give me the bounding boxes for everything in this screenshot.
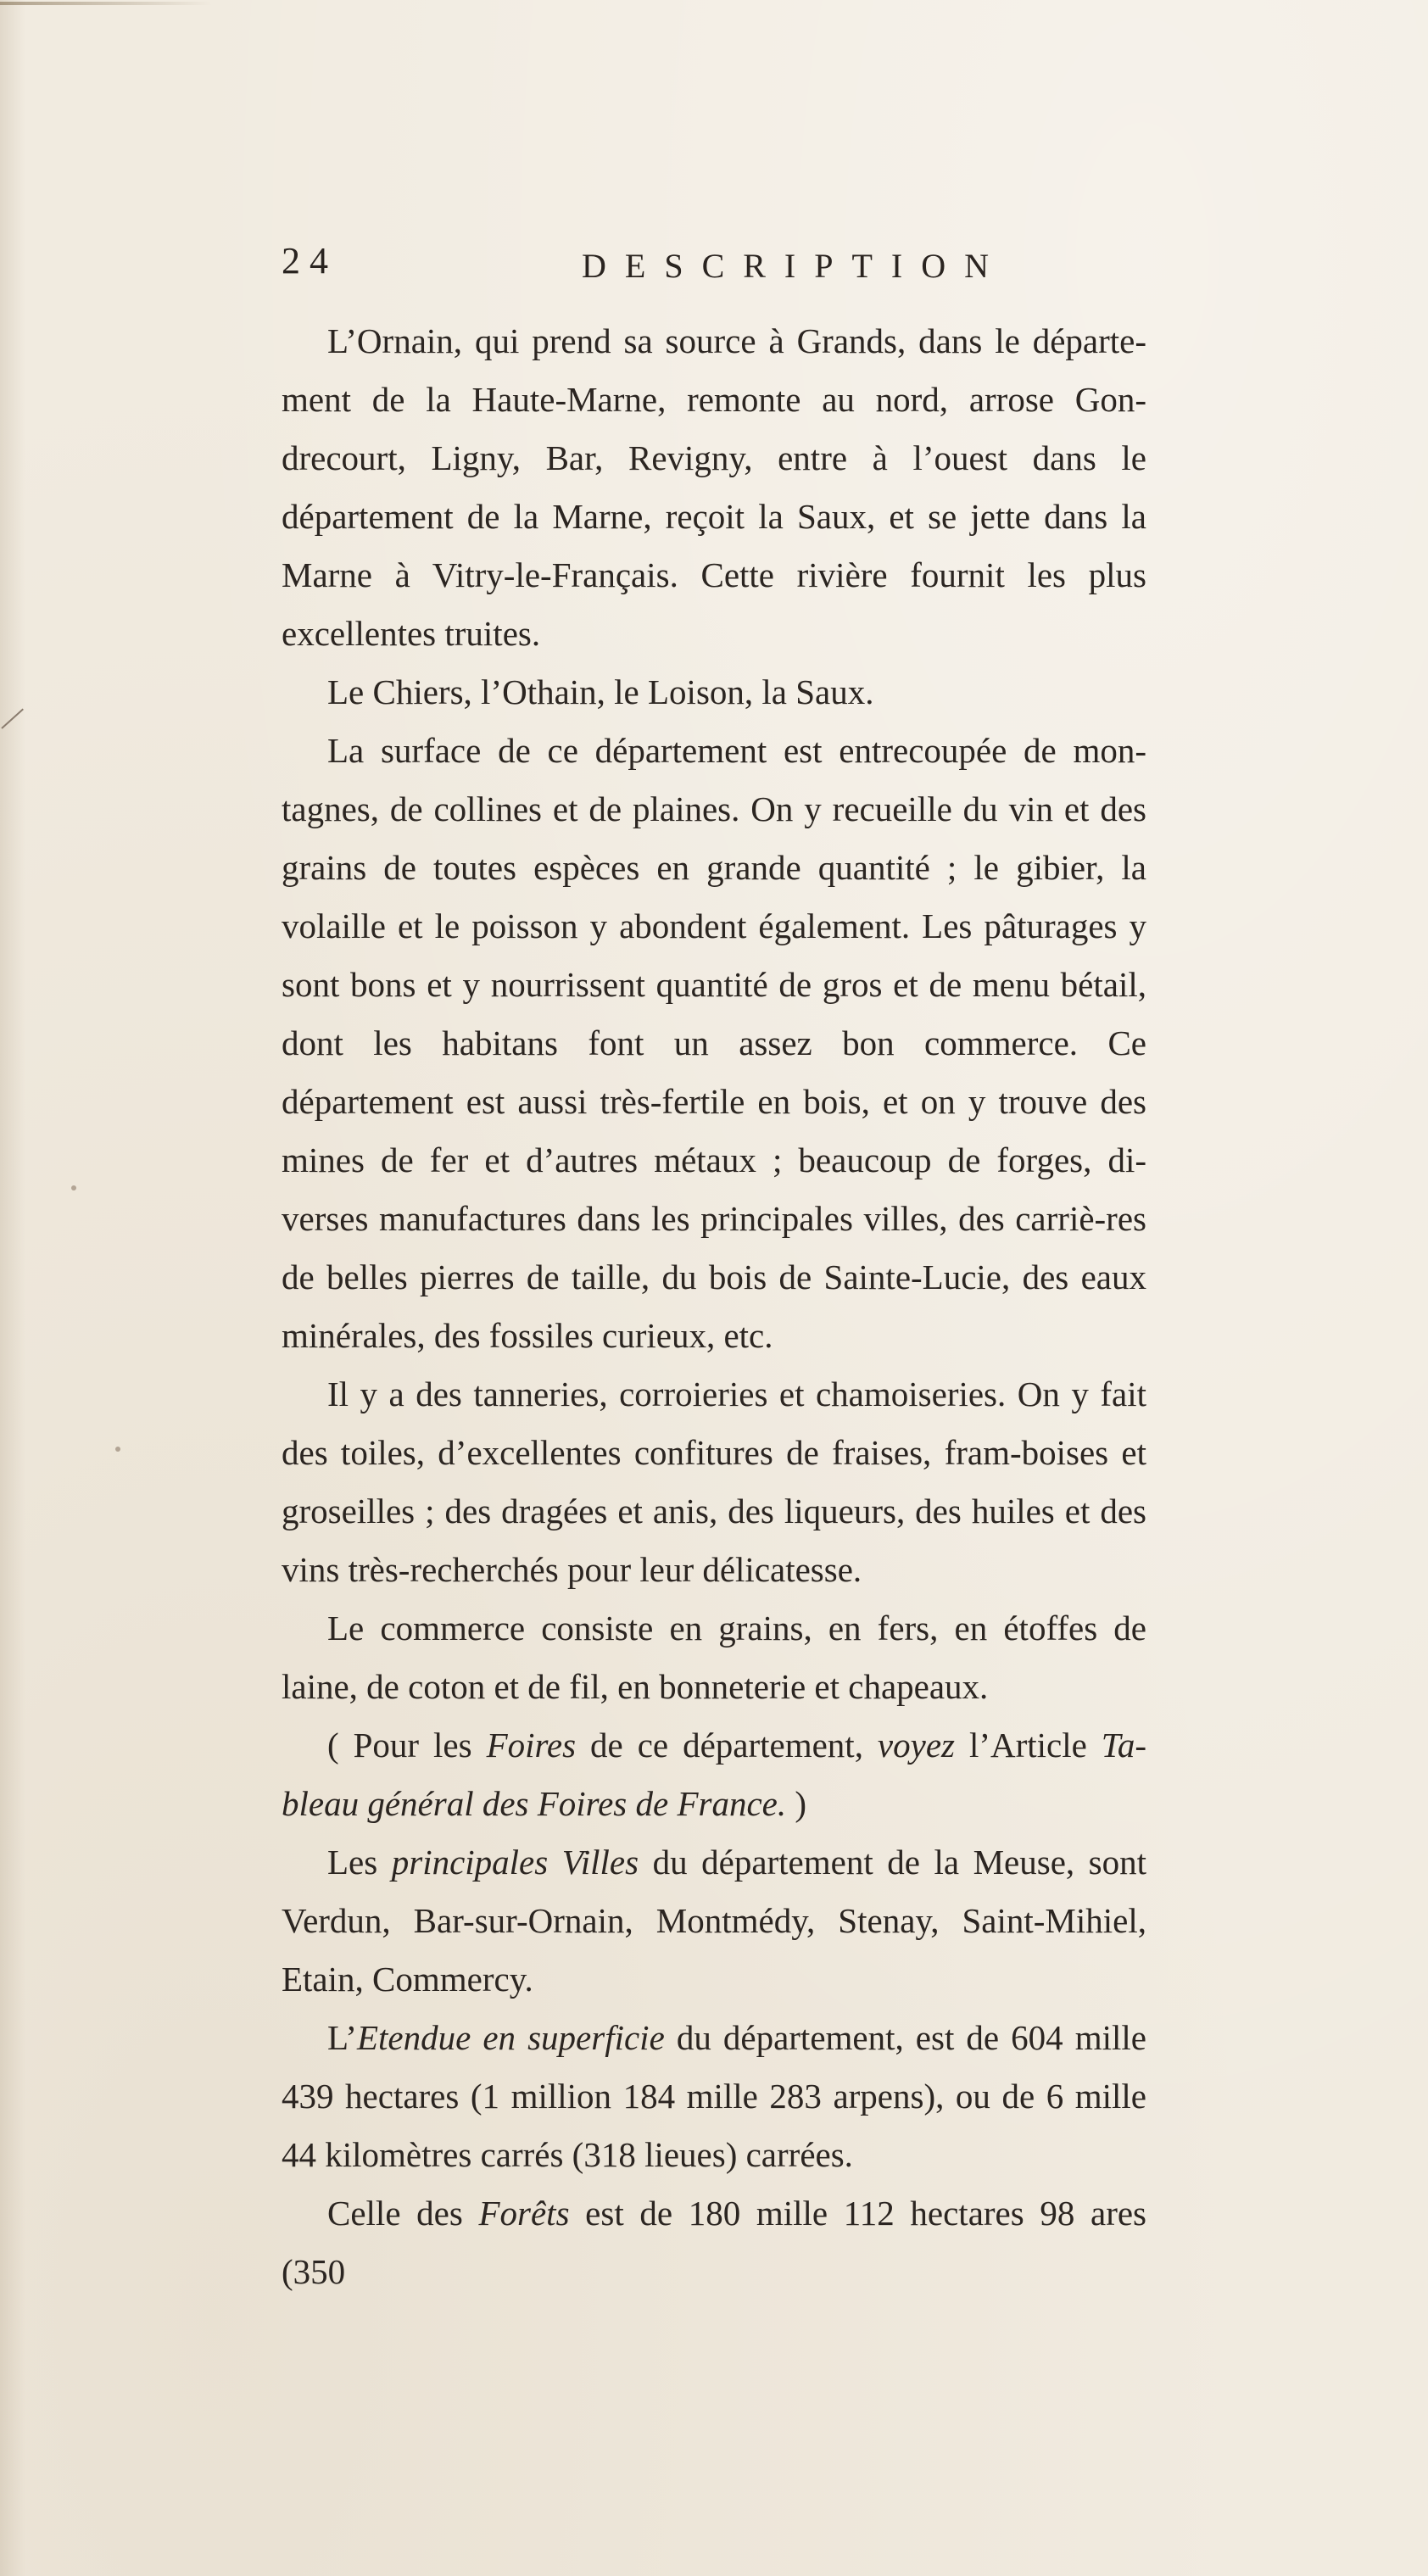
- page-edge-mark: [0, 2, 212, 5]
- foires-italic-foires: Foires: [486, 1726, 577, 1765]
- running-head: DESCRIPTION: [582, 247, 1008, 285]
- gutter-shadow: [0, 0, 25, 2576]
- page-header: [282, 239, 1146, 298]
- body-text: [282, 312, 1146, 2301]
- villes-italic: principales Villes: [391, 1843, 639, 1882]
- paragraph-rivers: Le Chiers, l’Othain, le Loison, la Saux.: [327, 672, 874, 711]
- paragraph-surface: La surface de ce département est entrecoupée de mon-tagnes, de collines et de plaines. On y recueille du vin et des grains de toutes espèces en grande quantité ; le gibier, la volaille et le poisson y abondent également. Les pâturages y sont bons et y nourrissent quantité de gros et de menu bétail, dont les habitans font un assez bon commerce. Ce département est aussi très-fertile en bois, et on y trouve des mines de fer et d’autres métaux ; beaucoup de forges, di-verses manufactures dans les principales villes, des carriè-res de belles pierres de taille, du bois de Sainte-Lucie, des eaux minérales, des fossiles curieux, etc.: [282, 731, 1146, 1355]
- etendue-text-a: L’: [327, 2018, 357, 2057]
- foires-text-e: l’Article: [954, 1726, 1102, 1765]
- paragraph-foires: [282, 1716, 1146, 1833]
- foires-text-a: ( Pour les: [327, 1726, 487, 1765]
- forets-italic: Forêts: [478, 2194, 570, 2233]
- paragraph-villes: [282, 1833, 1146, 2009]
- foires-text-g: ): [786, 1784, 807, 1823]
- margin-dot: [115, 1447, 120, 1452]
- forets-text-a: Celle des: [327, 2194, 479, 2233]
- paragraph-ornain: L’Ornain, qui prend sa source à Grands, dans le départe-ment de la Haute-Marne, remonte au nord, arrose Gon-drecourt, Ligny, Bar, Revigny, entre à l’ouest dans le département de la Marne, reçoit la Saux, et se jette dans la Marne à Vitry-le-Français. Cette rivière fournit les plus excellentes truites.: [282, 321, 1146, 653]
- etendue-text-c: du département, est de 604 mille 439 hectares (1 million 184 mille 283 arpens), ou de 6 mille 44 kilomètres carrés (318 lieues) carrées.: [282, 2018, 1146, 2174]
- margin-dot: [71, 1185, 76, 1190]
- paragraph-etendue: [282, 2009, 1146, 2184]
- paragraph-industries: Il y a des tanneries, corroieries et chamoiseries. On y fait des toiles, d’excellentes confitures de fraises, fram-boises et groseilles ; des dragées et anis, des liqueurs, des huiles et des vins très-recherchés pour leur délicatesse.: [282, 1374, 1146, 1589]
- page-number: 2 4: [282, 240, 328, 282]
- foires-italic-voyez: voyez: [877, 1726, 955, 1765]
- forets-text-c: est de 180 mille 112 hectares 98 ares (350: [282, 2194, 1146, 2291]
- etendue-italic: Etendue en superficie: [356, 2018, 665, 2057]
- paragraph-commerce: Le commerce consiste en grains, en fers, en étoffes de laine, de coton et de fil, en bonneterie et chapeaux.: [282, 1609, 1146, 1706]
- villes-text-c: du département de la Meuse, sont Verdun, Bar-sur-Ornain, Montmédy, Stenay, Saint-Mihiel, Etain, Commercy.: [282, 1843, 1147, 1999]
- villes-text-a: Les: [327, 1843, 392, 1882]
- foires-text-c: de ce département,: [576, 1726, 878, 1765]
- foires-italic-tableau: Ta-bleau général des Foires de France.: [282, 1726, 1146, 1823]
- paragraph-forets: [282, 2184, 1146, 2301]
